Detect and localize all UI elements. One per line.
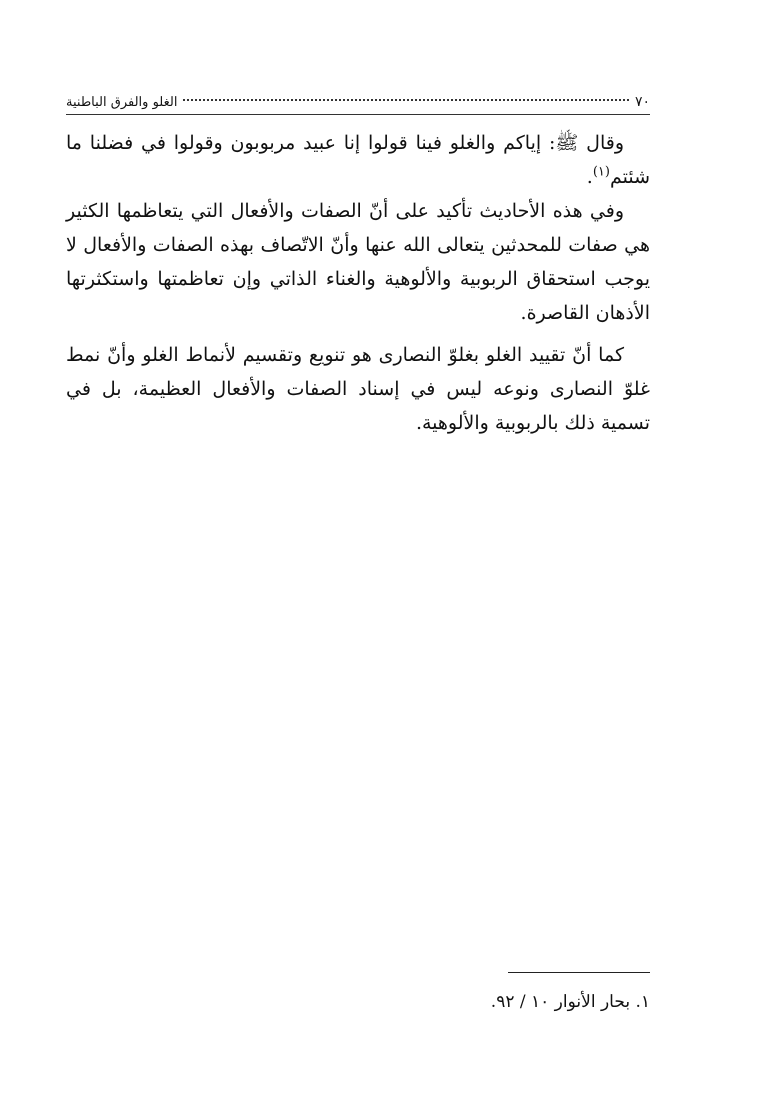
footnote-1: ١. بحار الأنوار ١٠ / ٩٢. xyxy=(490,992,650,1012)
page-number: ٧٠ xyxy=(634,94,650,110)
footnote-separator xyxy=(508,972,650,973)
running-header xyxy=(66,90,650,115)
paragraph-1-trailing: . xyxy=(586,166,593,188)
paragraph-3: كما أنّ تقييد الغلو بغلوّ النصارى هو تنويع وتقسيم لأنماط الغلو وأنّ نمط غلوّ النصارى ونوعه ليس في إسناد الصفات والأفعال العظيمة، بل في تسمية ذلك بالربوبية والألوهية. xyxy=(66,344,650,434)
body-text xyxy=(66,126,650,440)
dot-leader xyxy=(183,99,629,101)
paragraph-1 xyxy=(66,126,650,194)
running-title: الغلو والفرق الباطنية xyxy=(66,95,178,110)
paragraph-2: وفي هذه الأحاديث تأكيد على أنّ الصفات والأفعال التي يتعاظمها الكثير هي صفات للمحدثين يتعالى الله عنها وأنّ الاتّصاف بهذه الصفات والأفعال لا يوجب استحقاق الربوبية والألوهية والغناء الذاتي وإن تعاظمتها واستكثرتها الأذهان القاصرة. xyxy=(66,200,650,324)
paragraph-1-text: وقال ﷺ: إياكم والغلو فينا قولوا إنا عبيد مربوبون وقولوا في فضلنا ما شئتم xyxy=(66,132,650,188)
footnote-reference: (١) xyxy=(592,164,610,180)
